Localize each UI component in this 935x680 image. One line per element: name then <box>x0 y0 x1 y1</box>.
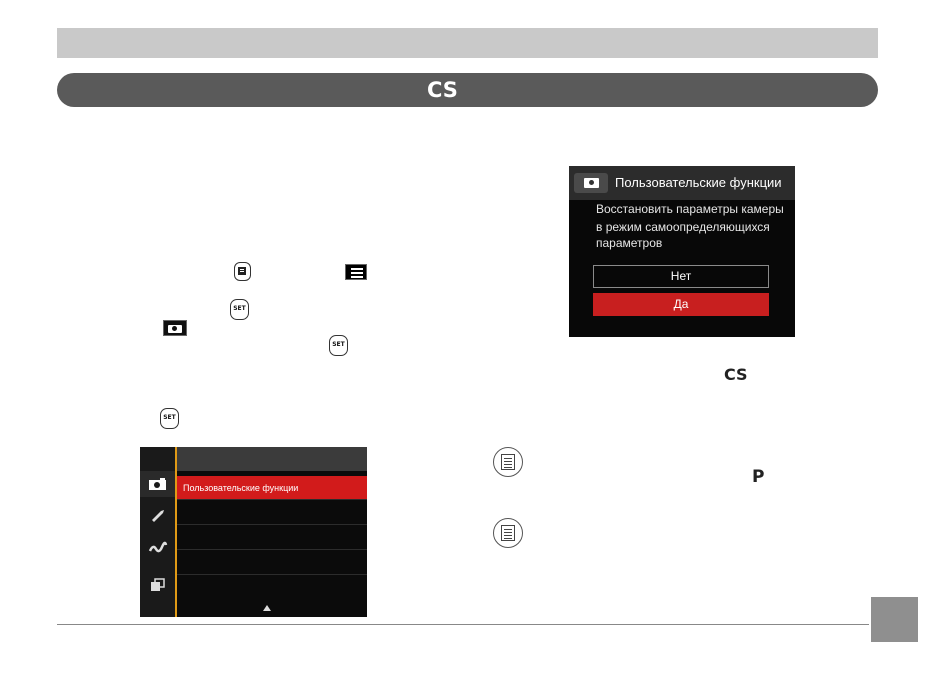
menu-sidebar <box>140 447 175 617</box>
section-header <box>57 73 878 107</box>
set-button-icon: SET <box>230 299 249 320</box>
wave-icon <box>148 540 168 556</box>
camera-mode-icon <box>163 320 187 336</box>
page-tab <box>871 597 918 642</box>
menu-item[interactable] <box>177 551 367 575</box>
yes-option-button[interactable]: Да <box>593 293 769 316</box>
set-button-icon: SET <box>160 408 179 429</box>
menu-button-icon <box>234 262 251 281</box>
triangle-up-icon[interactable] <box>263 605 271 611</box>
dialog-title: Пользовательские функции <box>615 175 782 190</box>
p-mode-label: P <box>752 467 765 487</box>
camera-icon <box>148 476 168 492</box>
no-option-button[interactable]: Нет <box>593 265 769 288</box>
camera-menu-screenshot <box>140 447 367 617</box>
menu-item[interactable] <box>177 526 367 550</box>
menu-item-custom-functions[interactable] <box>177 476 367 500</box>
camera-icon <box>574 173 608 193</box>
wrench-icon <box>148 507 168 523</box>
dialog-message-line: параметров <box>596 236 663 250</box>
header-band <box>57 28 878 58</box>
copy-icon <box>148 577 168 593</box>
set-button-icon: SET <box>329 335 348 356</box>
menu-header <box>177 447 367 471</box>
dialog-message-line: Восстановить параметры камеры <box>596 202 784 216</box>
cs-mode-label: CS <box>724 365 748 384</box>
footer-rule <box>57 624 869 625</box>
dialog-message-line: в режим самоопределяющихся <box>596 220 770 234</box>
dialog-header <box>569 166 795 200</box>
menu-item-label: Пользовательские функции <box>183 483 299 493</box>
section-title: CS <box>427 78 458 102</box>
menu-item[interactable] <box>177 501 367 525</box>
reset-dialog-screenshot <box>569 166 795 337</box>
note-icon <box>493 518 523 548</box>
note-icon <box>493 447 523 477</box>
menu-list-icon <box>345 264 367 280</box>
